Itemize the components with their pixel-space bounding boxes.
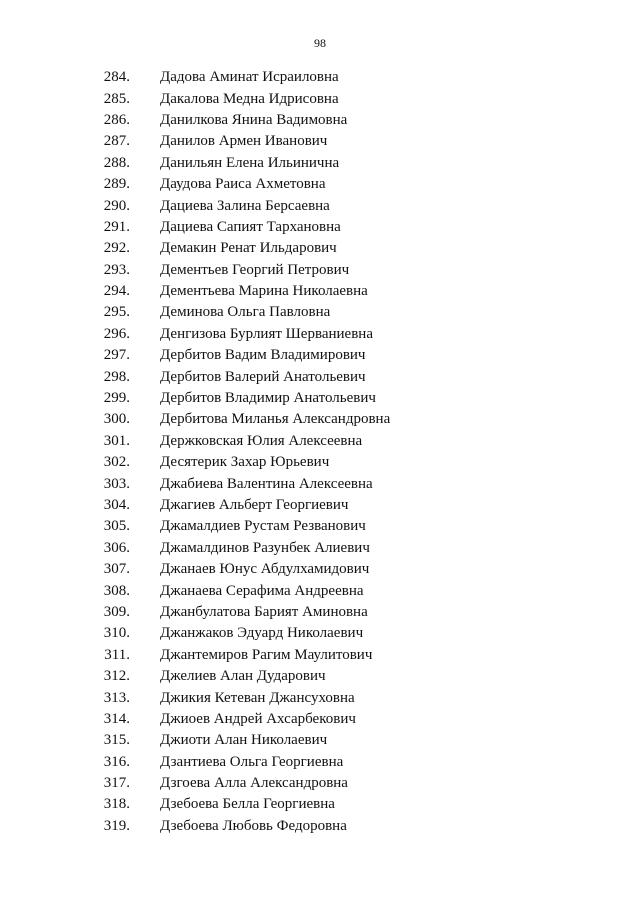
list-item-name: Дзебоева Белла Георгиевна — [160, 796, 335, 813]
list-item — [0, 623, 640, 644]
list-item-number: 304. — [103, 497, 130, 513]
list-item-number: 311. — [104, 646, 130, 663]
list-item-name: Держковская Юлия Алексеевна — [160, 432, 363, 449]
list-item — [0, 238, 640, 259]
list-item-name: Джантемиров Рагим Маулитович — [160, 646, 373, 663]
list-item-name: Дербитов Вадим Владимирович — [160, 347, 366, 364]
list-item-number: 299. — [103, 390, 130, 407]
list-item — [0, 153, 640, 174]
list-item — [0, 217, 640, 238]
list-item — [0, 516, 640, 537]
list-item-number: 288. — [103, 154, 130, 171]
list-item-name: Джагиев Альберт Георгиевич — [160, 497, 349, 513]
list-item-name: Деминова Ольга Павловна — [160, 304, 331, 321]
list-item — [0, 260, 640, 281]
list-item — [0, 281, 640, 302]
list-item — [0, 709, 640, 730]
list-item-name: Дациева Залина Берсаевна — [160, 197, 330, 214]
list-item-number: 302. — [103, 454, 130, 471]
list-item — [0, 409, 640, 430]
name-list — [0, 67, 640, 837]
list-item-name: Денгизова Бурлият Шерваниевна — [160, 325, 373, 342]
list-item-number: 305. — [103, 518, 130, 535]
list-item-number: 315. — [103, 732, 130, 749]
list-item — [0, 666, 640, 687]
list-item-number: 303. — [103, 475, 130, 492]
list-item-name: Джанаева Серафима Андреевна — [160, 582, 364, 599]
list-item-name: Данильян Елена Ильинична — [160, 154, 340, 171]
list-item-number: 298. — [103, 368, 130, 385]
list-item-name: Дзантиева Ольга Георгиевна — [160, 753, 344, 770]
list-item — [0, 431, 640, 452]
list-item — [0, 687, 640, 708]
list-item — [0, 366, 640, 387]
list-item-name: Джиоев Андрей Ахсарбекович — [160, 710, 356, 727]
list-item — [0, 195, 640, 216]
list-item-number: 295. — [103, 304, 130, 321]
list-item-number: 316. — [103, 753, 130, 770]
list-item — [0, 345, 640, 366]
list-item-number: 310. — [103, 625, 130, 642]
list-item-name: Дзгоева Алла Александровна — [160, 775, 348, 792]
list-item — [0, 452, 640, 473]
list-item-name: Джабиева Валентина Алексеевна — [160, 475, 373, 492]
list-item-name: Джанаев Юнус Абдулхамидович — [160, 561, 370, 578]
list-item-number: 292. — [103, 240, 130, 257]
list-item-number: 312. — [103, 668, 130, 685]
list-item — [0, 388, 640, 409]
list-item — [0, 538, 640, 559]
list-item-name: Дербитов Валерий Анатольевич — [160, 368, 366, 385]
list-item-number: 290. — [103, 197, 130, 214]
list-item — [0, 730, 640, 751]
list-item-name: Дакалова Медна Идрисовна — [160, 90, 339, 107]
list-item-number: 307. — [103, 561, 130, 578]
list-item-number: 308. — [103, 582, 130, 599]
list-item-number: 306. — [103, 539, 130, 556]
list-item — [0, 752, 640, 773]
list-item — [0, 816, 640, 837]
list-item-number: 297. — [103, 347, 130, 364]
list-item-name: Дзебоева Любовь Федоровна — [160, 817, 347, 834]
list-item-name: Джанжаков Эдуард Николаевич — [160, 625, 364, 642]
list-item-number: 301. — [103, 432, 130, 449]
list-item-number: 287. — [103, 133, 130, 150]
list-item — [0, 131, 640, 152]
list-item — [0, 794, 640, 815]
list-item — [0, 324, 640, 345]
list-item — [0, 302, 640, 323]
list-item-number: 285. — [103, 90, 130, 107]
list-item — [0, 174, 640, 195]
list-item-name: Дербитов Владимир Анатольевич — [160, 390, 376, 407]
list-item-name: Джикия Кетеван Джансуховна — [160, 689, 355, 706]
list-item — [0, 495, 640, 516]
list-item-name: Джанбулатова Барият Аминовна — [160, 603, 368, 620]
list-item-number: 313. — [103, 689, 130, 706]
list-item-number: 296. — [103, 325, 130, 342]
list-item-name: Десятерик Захар Юрьевич — [160, 454, 330, 471]
list-item-name: Джелиев Алан Дударович — [160, 668, 326, 685]
list-item — [0, 773, 640, 794]
list-item-name: Дербитова Миланья Александровна — [160, 411, 391, 428]
list-item-name: Дациева Сапият Тархановна — [160, 218, 341, 235]
list-item-number: 318. — [103, 796, 130, 813]
list-item-name: Даудова Раиса Ахметовна — [160, 176, 326, 193]
list-item-number: 293. — [103, 261, 130, 278]
list-item-name: Джамалдиев Рустам Резванович — [160, 518, 366, 535]
list-item-name: Джиоти Алан Николаевич — [160, 732, 328, 749]
list-item — [0, 602, 640, 623]
list-item — [0, 473, 640, 494]
list-item — [0, 67, 640, 88]
list-item — [0, 110, 640, 131]
list-item — [0, 88, 640, 109]
list-item — [0, 580, 640, 601]
list-item-name: Дементьев Георгий Петрович — [160, 261, 350, 278]
list-item-name: Дементьева Марина Николаевна — [160, 283, 368, 300]
list-item-name: Дадова Аминат Исраиловна — [160, 69, 339, 86]
list-item-number: 300. — [103, 411, 130, 428]
list-item-number: 291. — [103, 218, 130, 235]
list-item-name: Демакин Ренат Ильдарович — [160, 240, 337, 257]
list-item-number: 314. — [103, 710, 130, 727]
list-item-name: Данилкова Янина Вадимовна — [160, 111, 348, 128]
list-item-number: 319. — [103, 817, 130, 834]
list-item-number: 286. — [103, 111, 130, 128]
list-item-number: 284. — [103, 69, 130, 86]
list-item — [0, 645, 640, 666]
page-number: 98 — [314, 36, 326, 50]
list-item-number: 317. — [103, 775, 130, 792]
list-item — [0, 559, 640, 580]
list-item-number: 294. — [103, 283, 130, 300]
list-item-number: 309. — [103, 603, 130, 620]
list-item-number: 289. — [103, 176, 130, 193]
list-item-name: Данилов Армен Иванович — [160, 133, 328, 150]
list-item-name: Джамалдинов Разунбек Алиевич — [160, 539, 370, 556]
